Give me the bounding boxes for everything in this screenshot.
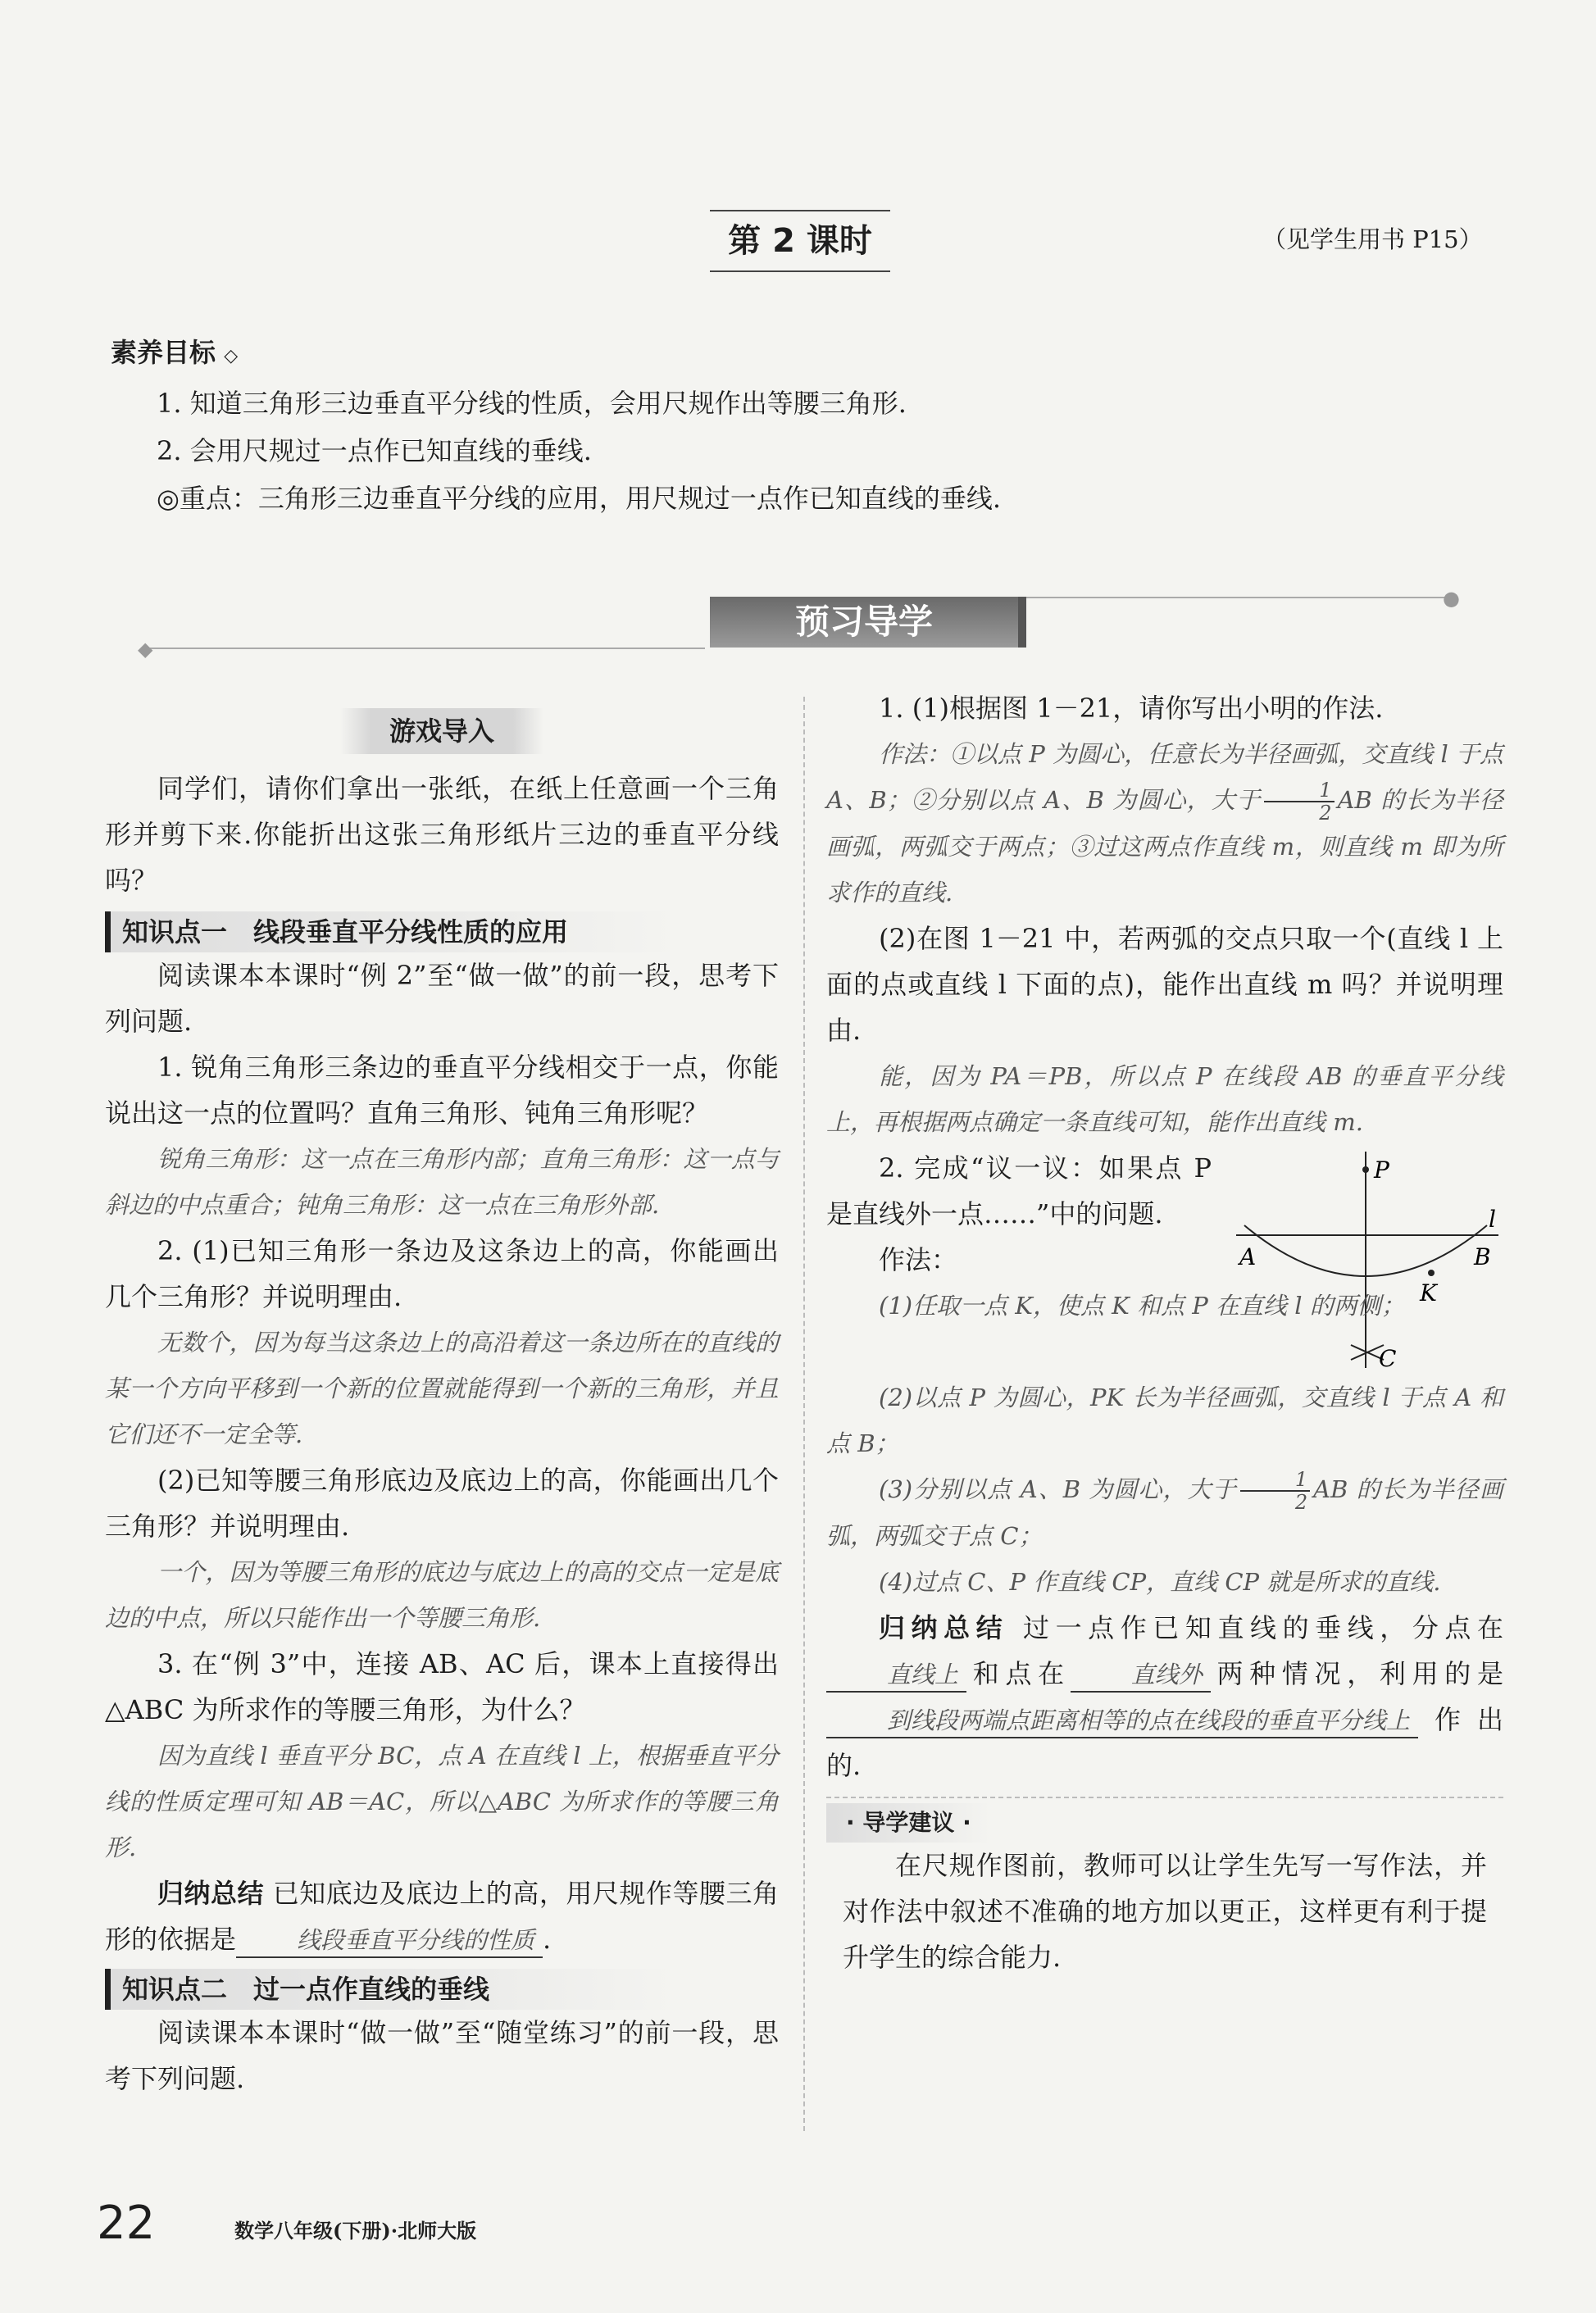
lesson-title-box	[710, 210, 890, 272]
summary-end: .	[543, 1924, 552, 1955]
game-title-box	[105, 708, 779, 754]
frac-num: 1	[1264, 779, 1334, 802]
banner	[710, 597, 1026, 648]
r-summary-t1: 过一点作已知直线的垂线，分点在	[1023, 1612, 1503, 1643]
step-3-part2: AB 的长为半径画弧，两弧交于点 C；	[826, 1475, 1503, 1550]
frac-den: 2	[1319, 802, 1332, 825]
r-summary-fill2: 直线外	[1071, 1658, 1211, 1693]
step-1: (1)任取一点 K，使点 K 和点 P 在直线 l 的两侧；	[879, 1292, 1405, 1320]
banner-line-left	[148, 648, 705, 649]
banner-line-right	[1016, 597, 1451, 598]
column-divider	[803, 697, 805, 2131]
r-summary	[826, 1605, 1503, 1788]
summary-label: 归纳总结	[157, 1878, 265, 1909]
step-4: (4)过点 C、P 作直线 CP，直线 CP 就是所求的直线.	[879, 1568, 1441, 1596]
q2-block	[826, 1145, 1503, 1375]
r-summary-t3: 两种情况，利用的是	[1210, 1658, 1503, 1689]
right-column	[826, 685, 1503, 1980]
reference: （见学生用书 P15）	[1262, 225, 1483, 253]
kp1-q2-1: 2. (1)已知三角形一条边及这条边上的高，你能画出几个三角形？并说明理由.	[105, 1235, 779, 1312]
r-summary-t4: 作出的.	[826, 1704, 1503, 1781]
kp1-a3: 因为直线 l 垂直平分 BC，点 A 在直线 l 上，根据垂直平分线的性质定理可知 AB＝AC，所以△ABC 为所求作的等腰三角形.	[105, 1742, 779, 1861]
step-2: (2)以点 P 为圆心，PK 长为半径画弧，交直线 l 于点 A 和点 B；	[826, 1384, 1503, 1457]
kp1-a1: 锐角三角形：这一点在三角形内部；直角三角形：这一点与斜边的中点重合；钝角三角形：这一点在三角形外部.	[105, 1145, 779, 1219]
label-B: B	[1474, 1243, 1491, 1270]
method-label: 作法：	[879, 1244, 958, 1275]
kp1-title: 知识点一 线段垂直平分线性质的应用	[105, 911, 779, 952]
summary-fill: 线段垂直平分线的性质	[236, 1924, 543, 1958]
page-number: 22	[97, 2197, 156, 2250]
banner-arrow-icon: ◆	[138, 638, 153, 661]
r-q1-1: 1. (1)根据图 1－21，请你写出小明的作法.	[879, 693, 1384, 724]
r-q1-2: (2)在图 1－21 中，若两弧的交点只取一个(直线 l 上面的点或直线 l 下面的点)，能作出直线 m 吗？并说明理由.	[826, 923, 1503, 1046]
r-summary-fill3: 到线段两端点距离相等的点在线段的垂直平分线上	[826, 1704, 1418, 1738]
label-P: P	[1374, 1156, 1389, 1184]
frac-num-2: 1	[1240, 1469, 1310, 1492]
banner-label: 预习导学	[794, 602, 933, 642]
label-K: K	[1420, 1279, 1437, 1306]
book-name: 数学八年级(下册)·北师大版	[234, 2219, 477, 2243]
fraction-half-2	[1240, 1469, 1310, 1513]
kp1-q2-2: (2)已知等腰三角形底边及底边上的高，你能画出几个三角形？并说明理由.	[105, 1465, 779, 1542]
label-A: A	[1239, 1243, 1257, 1270]
r-summary-fill1: 直线上	[826, 1658, 966, 1693]
fraction-half	[1264, 779, 1334, 824]
r-summary-t2: 和点在	[966, 1658, 1071, 1689]
kp1-q1: 1. 锐角三角形三条边的垂直平分线相交于一点，你能说出这一点的位置吗？直角三角形、钝角三角形呢？	[105, 1052, 779, 1129]
frac-den-2: 2	[1294, 1491, 1308, 1514]
goal-item: 2. 会用尺规过一点作已知直线的垂线.	[157, 435, 592, 466]
kp1-intro: 阅读课本本课时“例 2”至“做一做”的前一段，思考下列问题.	[105, 960, 779, 1037]
r-summary-label: 归纳总结	[879, 1612, 1009, 1643]
game-text: 同学们，请你们拿出一张纸，在纸上任意画一个三角形并剪下来.你能折出这张三角形纸片三边的垂直平分线吗？	[105, 773, 779, 896]
guide-title: · 导学建议 ·	[826, 1803, 991, 1843]
guide-box	[826, 1797, 1503, 1980]
goals-title: 素养目标	[111, 337, 216, 368]
lesson-title: 第 2 课时	[728, 222, 872, 260]
left-column	[105, 705, 779, 2102]
r-a1-1	[826, 731, 1503, 916]
label-l: l	[1489, 1206, 1496, 1233]
goals-section	[111, 329, 1504, 522]
summary-text: 已知底边及底边上的高，用尺规作等腰三角形的依据是	[105, 1878, 779, 1955]
kp1-summary	[105, 1870, 779, 1962]
r-a1-2: 能，因为 PA＝PB，所以点 P 在线段 AB 的垂直平分线上，再根据两点确定一条直线可知，能作出直线 m.	[826, 1062, 1503, 1136]
guide-text: 在尺规作图前，教师可以让学生先写一写作法，并对作法中叙述不准确的地方加以更正，这样更有利于提升学生的综合能力.	[843, 1850, 1487, 1973]
kp1-a2-2: 一个，因为等腰三角形的底边与底边上的高的交点一定是底边的中点，所以只能作出一个等腰三角形.	[105, 1558, 779, 1632]
goal-item: 1. 知道三角形三边垂直平分线的性质，会用尺规作出等腰三角形.	[157, 388, 907, 419]
goal-key-point: ◎重点：三角形三边垂直平分线的应用，用尺规过一点作已知直线的垂线.	[157, 483, 1002, 514]
banner-dot-icon: ●	[1443, 587, 1460, 610]
label-C: C	[1379, 1345, 1397, 1372]
kp2-title: 知识点二 过一点作直线的垂线	[105, 1969, 779, 2010]
kp2-intro: 阅读课本本课时“做一做”至“随堂练习”的前一段，思考下列问题.	[105, 2017, 779, 2094]
r-q2: 2. 完成“议一议：如果点 P 是直线外一点……”中的问题.	[826, 1152, 1212, 1229]
r-a1-1-part1: 作法：①以点 P 为圆心，任意长为半径画弧，交直线 l 于点 A、B；②分别以点 A、B 为圆心，大于	[826, 740, 1503, 814]
step-3-part1: (3)分别以点 A、B 为圆心，大于	[879, 1475, 1237, 1503]
figure-perpendicular	[1228, 1145, 1507, 1383]
diamond-icon: ◇	[224, 346, 239, 366]
step-3	[826, 1466, 1503, 1559]
game-title: 游戏导入	[389, 716, 494, 747]
r-a1-1-part2: AB 的长为半径画弧，两弧交于两点；③过这两点作直线 m，则直线 m 即为所求作的直线.	[826, 786, 1503, 907]
kp1-a2-1: 无数个，因为每当这条边上的高沿着这一条边所在的直线的某一个方向平移到一个新的位置就能得到一个新的三角形，并且它们还不一定全等.	[105, 1329, 779, 1448]
kp1-q3: 3. 在“例 3”中，连接 AB、AC 后，课本上直接得出△ABC 为所求作的等腰三角形，为什么？	[105, 1648, 779, 1725]
